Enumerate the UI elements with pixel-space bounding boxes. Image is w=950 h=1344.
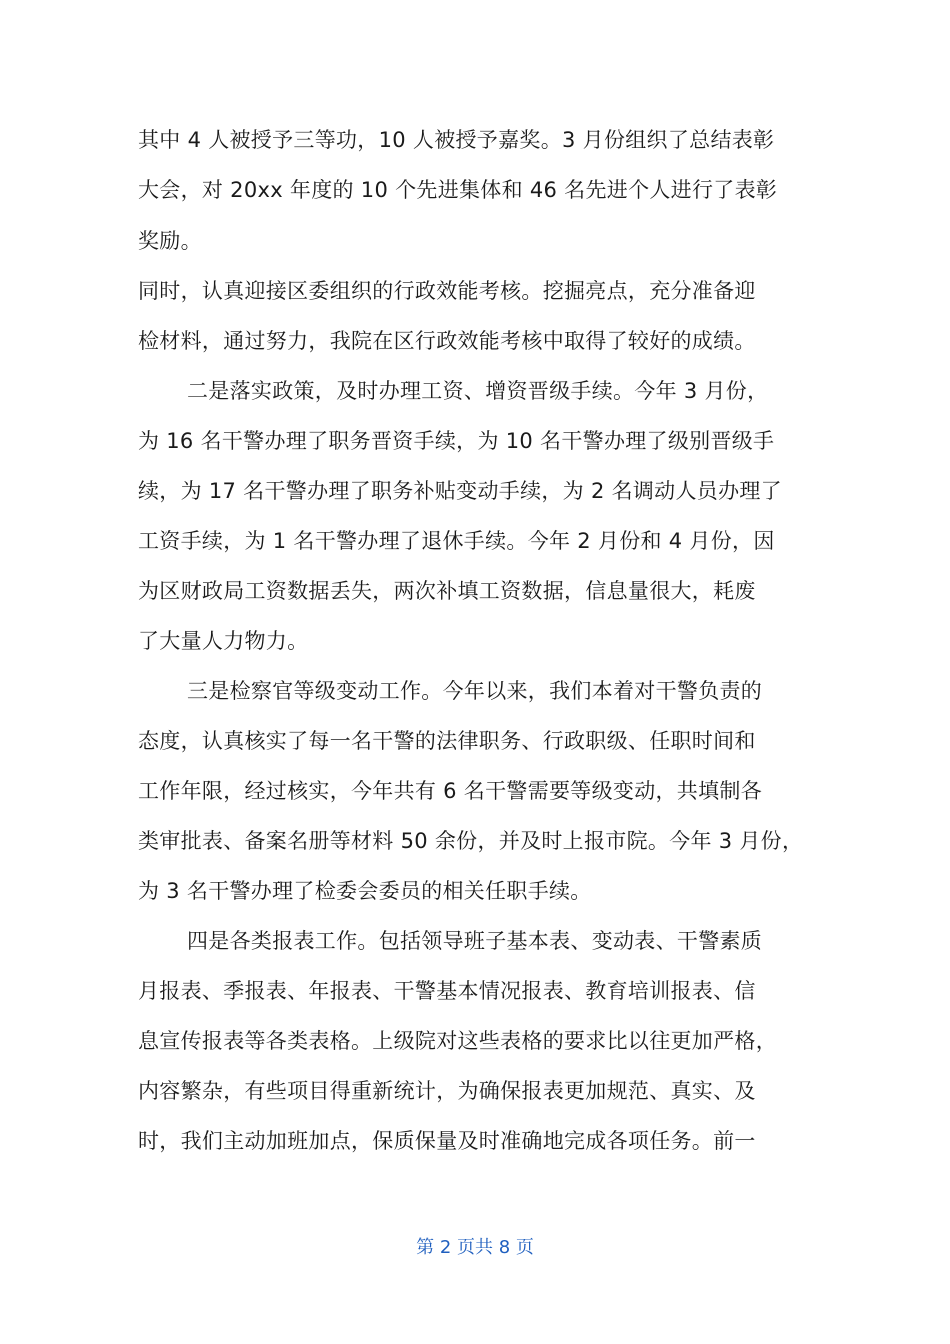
text-line: 工作年限，经过核实，今年共有 6 名干警需要等级变动，共填制各 xyxy=(138,779,763,803)
text-line: 息宣传报表等各类表格。上级院对这些表格的要求比以往更加严格， xyxy=(138,1029,777,1053)
text-line: 检材料，通过努力，我院在区行政效能考核中取得了较好的成绩。 xyxy=(138,329,756,353)
paragraph-start-line: 三是检察官等级变动工作。今年以来，我们本着对干警负责的 xyxy=(187,679,763,703)
text-line: 为 3 名干警办理了检委会委员的相关任职手续。 xyxy=(138,879,592,903)
text-line: 月报表、季报表、年报表、干警基本情况报表、教育培训报表、信 xyxy=(138,979,756,1003)
text-line: 奖励。 xyxy=(138,229,202,253)
paragraph-start-line: 四是各类报表工作。包括领导班子基本表、变动表、干警素质 xyxy=(187,929,763,953)
text-line: 大会，对 20xx 年度的 10 个先进集体和 46 名先进个人进行了表彰 xyxy=(138,178,778,202)
text-line: 续，为 17 名干警办理了职务补贴变动手续，为 2 名调动人员办理了 xyxy=(138,479,782,503)
text-line: 类审批表、备案名册等材料 50 余份，并及时上报市院。今年 3 月份， xyxy=(138,829,804,853)
text-line: 同时，认真迎接区委组织的行政效能考核。挖掘亮点，充分准备迎 xyxy=(138,279,756,303)
text-line: 其中 4 人被授予三等功，10 人被授予嘉奖。3 月份组织了总结表彰 xyxy=(138,128,775,152)
text-line: 了大量人力物力。 xyxy=(138,629,309,653)
text-line: 为 16 名干警办理了职务晋资手续，为 10 名干警办理了级别晋级手 xyxy=(138,429,775,453)
text-line: 内容繁杂，有些项目得重新统计，为确保报表更加规范、真实、及 xyxy=(138,1079,756,1103)
text-line: 态度，认真核实了每一名干警的法律职务、行政职级、任职时间和 xyxy=(138,729,756,753)
text-line: 工资手续，为 1 名干警办理了退休手续。今年 2 月份和 4 月份，因 xyxy=(138,529,775,553)
text-line: 时，我们主动加班加点，保质保量及时准确地完成各项任务。前一 xyxy=(138,1129,756,1153)
paragraph-start-line: 二是落实政策，及时办理工资、增资晋级手续。今年 3 月份， xyxy=(187,379,769,403)
page-number-footer: 第 2 页共 8 页 xyxy=(416,1237,534,1258)
text-line: 为区财政局工资数据丢失，两次补填工资数据，信息量很大，耗废 xyxy=(138,579,756,603)
